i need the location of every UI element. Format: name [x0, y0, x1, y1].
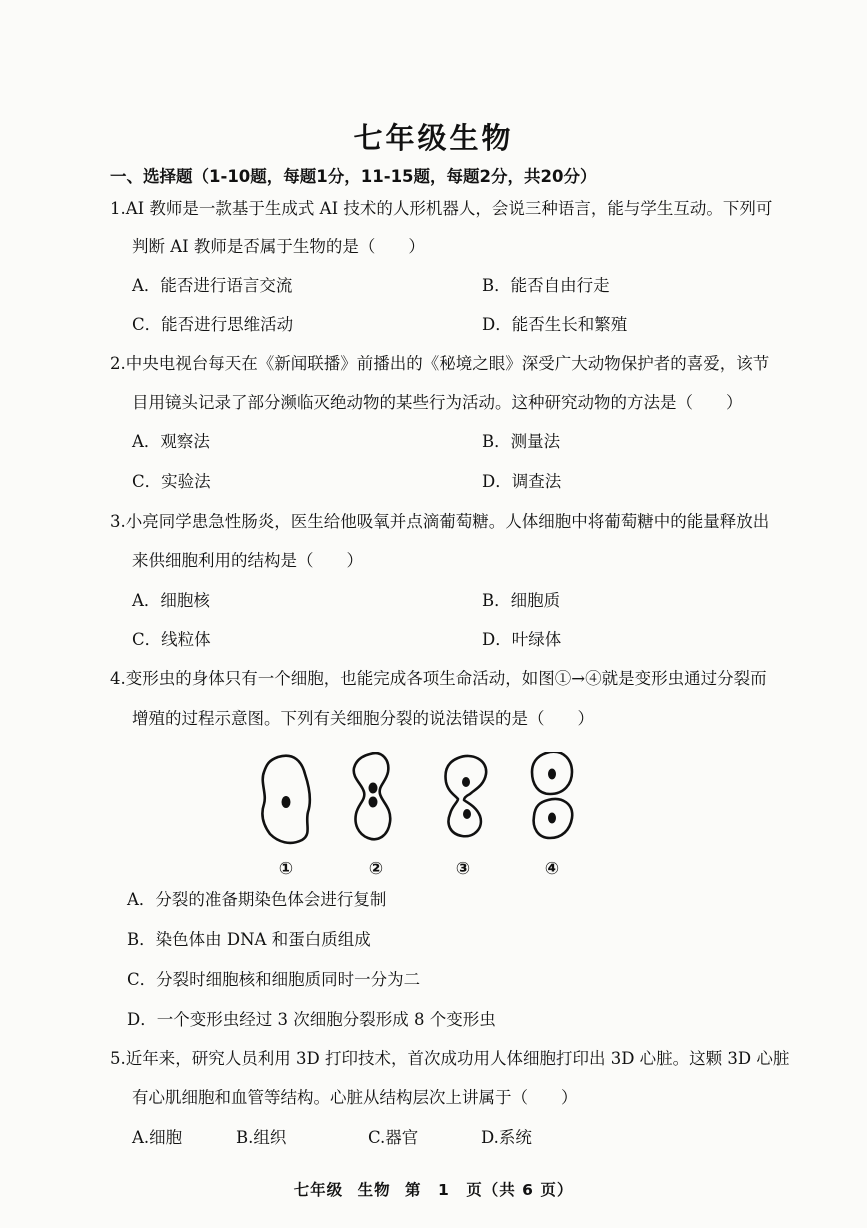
question-2-option-a: A．观察法: [132, 432, 210, 451]
question-2-option-b: B．测量法: [482, 432, 561, 451]
question-1-option-c: C．能否进行思维活动: [132, 315, 294, 334]
question-2-option-c: C．实验法: [132, 472, 211, 491]
question-1-option-b: B．能否自由行走: [482, 276, 610, 295]
question-5-line-2: 有心肌细胞和血管等结构。心脏从结构层次上讲属于（ ）: [132, 1088, 578, 1107]
question-3-line-2: 来供细胞利用的结构是（ ）: [132, 551, 363, 570]
amoeba-nucleus-2a: [369, 783, 378, 794]
question-4-option-c: C．分裂时细胞核和细胞质同时一分为二: [127, 970, 421, 989]
question-5-option-a: A.细胞: [132, 1128, 183, 1147]
section-heading: 一、选择题（1-10题，每题1分，11-15题，每题2分，共20分）: [110, 167, 597, 186]
question-2-line-1: 2.中央电视台每天在《新闻联播》前播出的《秘境之眼》深受广大动物保护者的喜爱，该节: [110, 354, 770, 373]
question-2-line-2: 目用镜头记录了部分濒临灭绝动物的某些行为活动。这种研究动物的方法是（ ）: [132, 393, 743, 412]
question-3-option-c: C．线粒体: [132, 630, 211, 649]
footer-grade: 七年级: [293, 1181, 344, 1199]
amoeba-division-figure: [250, 752, 610, 882]
amoeba-nucleus-1: [282, 796, 291, 808]
footer-page-number: 第 1 页（共 6 页）: [404, 1181, 574, 1199]
question-4-option-b: B．染色体由 DNA 和蛋白质组成: [127, 930, 371, 949]
figure-label-3: ③: [455, 859, 471, 879]
question-1-option-a: A．能否进行语言交流: [132, 276, 293, 295]
amoeba-nucleus-2b: [369, 797, 378, 808]
amoeba-nucleus-3b: [463, 809, 471, 819]
figure-label-2: ②: [368, 859, 384, 879]
question-3-line-1: 3.小亮同学患急性肠炎，医生给他吸氧并点滴葡萄糖。人体细胞中将葡萄糖中的能量释放出: [110, 512, 770, 531]
question-5-option-b: B.组织: [236, 1128, 287, 1147]
question-1-option-d: D．能否生长和繁殖: [482, 315, 628, 334]
question-4-option-a: A．分裂的准备期染色体会进行复制: [127, 890, 387, 909]
question-4-option-d: D．一个变形虫经过 3 次细胞分裂形成 8 个变形虫: [127, 1010, 496, 1029]
question-5-option-c: C.器官: [368, 1128, 419, 1147]
page-title: 七年级生物: [353, 121, 514, 155]
amoeba-nucleus-3a: [462, 777, 470, 787]
question-1-line-2: 判断 AI 教师是否属于生物的是（ ）: [132, 237, 425, 256]
question-4-line-2: 增殖的过程示意图。下列有关细胞分裂的说法错误的是（ ）: [132, 709, 594, 728]
figure-label-4: ④: [544, 859, 560, 879]
amoeba-nucleus-4b: [548, 813, 556, 824]
question-5-option-d: D.系统: [481, 1128, 532, 1147]
question-1-line-1: 1.AI 教师是一款基于生成式 AI 技术的人形机器人，会说三种语言，能与学生互动。下列可: [110, 199, 773, 218]
page-footer: [0, 1178, 867, 1200]
footer-subject: 生物: [357, 1181, 391, 1199]
question-3-option-d: D．叶绿体: [482, 630, 562, 649]
question-2-option-d: D．调查法: [482, 472, 562, 491]
amoeba-cell-2: [354, 753, 391, 839]
amoeba-cell-3: [446, 756, 487, 836]
question-5-line-1: 5.近年来，研究人员利用 3D 打印技术，首次成功用人体细胞打印出 3D 心脏。这颗 3D 心脏: [110, 1049, 790, 1068]
figure-label-1: ①: [278, 859, 294, 879]
question-3-option-b: B．细胞质: [482, 591, 561, 610]
question-3-option-a: A．细胞核: [132, 591, 210, 610]
question-4-line-1: 4.变形虫的身体只有一个细胞，也能完成各项生命活动，如图①→④就是变形虫通过分裂而: [110, 669, 767, 688]
amoeba-nucleus-4a: [548, 769, 556, 780]
